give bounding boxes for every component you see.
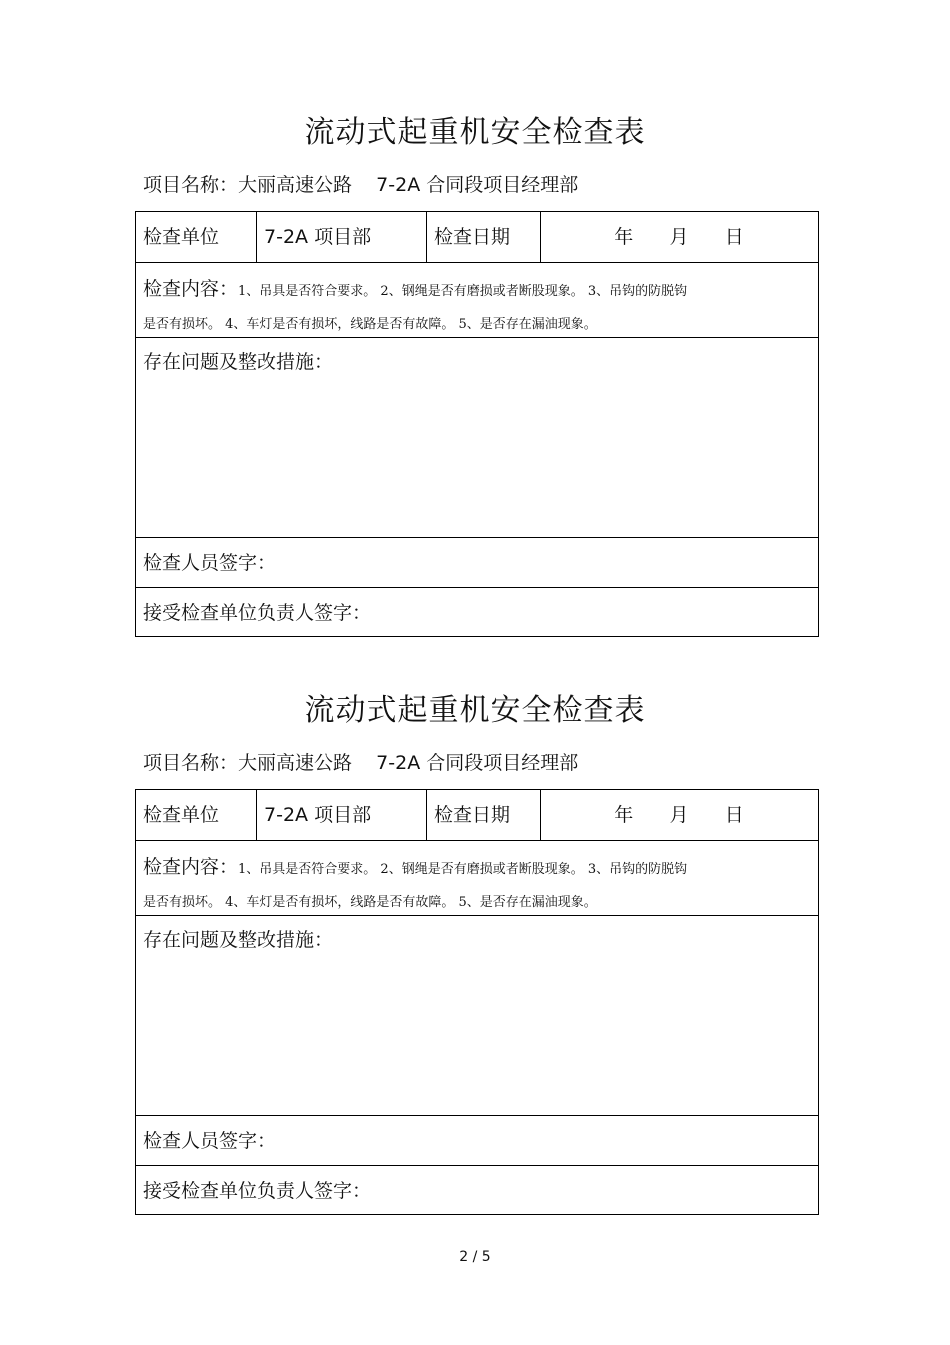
unit-label: 检查单位 — [143, 226, 220, 248]
row-divider — [136, 1165, 818, 1166]
column-divider — [256, 790, 257, 840]
row-divider — [136, 337, 818, 338]
inspector-signature-label: 检查人员签字： — [143, 1130, 277, 1152]
row-divider — [136, 1115, 818, 1116]
unit-label: 检查单位 — [143, 804, 220, 826]
page-number: 2 / 5 — [459, 1249, 491, 1265]
issues-label: 存在问题及整改措施： — [143, 929, 334, 951]
receiver-signature-label: 接受检查单位负责人签字： — [143, 602, 372, 624]
content-items-line2: 是否有损坏。 4、车灯是否有损坏，线路是否有故障。 5、是否存在漏油现象。 — [143, 317, 597, 332]
date-value: 年 月 日 — [614, 804, 744, 826]
inspection-table — [135, 211, 819, 637]
content-items-line1: 1、吊具是否符合要求。 2、钢绳是否有磨损或者断股现象。 3、吊钩的防脱钩 — [238, 284, 688, 299]
project-name: 项目名称：大丽高速公路 7-2A 合同段项目经理部 — [143, 752, 579, 774]
content-items-line2: 是否有损坏。 4、车灯是否有损坏，线路是否有故障。 5、是否存在漏油现象。 — [143, 895, 597, 910]
receiver-signature-label: 接受检查单位负责人签字： — [143, 1180, 372, 1202]
unit-value: 7-2A 项目部 — [264, 226, 372, 248]
content-label: 检查内容： — [143, 278, 239, 300]
column-divider — [426, 212, 427, 262]
project-name: 项目名称：大丽高速公路 7-2A 合同段项目经理部 — [143, 174, 579, 196]
form-title: 流动式起重机安全检查表 — [304, 115, 646, 150]
row-divider — [136, 537, 818, 538]
date-value: 年 月 日 — [614, 226, 744, 248]
row-divider — [136, 262, 818, 263]
form-title: 流动式起重机安全检查表 — [304, 693, 646, 728]
column-divider — [426, 790, 427, 840]
content-label: 检查内容： — [143, 856, 239, 878]
date-label: 检查日期 — [434, 226, 511, 248]
inspector-signature-label: 检查人员签字： — [143, 552, 277, 574]
row-divider — [136, 915, 818, 916]
inspection-table — [135, 789, 819, 1215]
unit-value: 7-2A 项目部 — [264, 804, 372, 826]
row-divider — [136, 840, 818, 841]
date-label: 检查日期 — [434, 804, 511, 826]
content-row — [143, 274, 687, 301]
column-divider — [256, 212, 257, 262]
row-divider — [136, 587, 818, 588]
content-items-line1: 1、吊具是否符合要求。 2、钢绳是否有磨损或者断股现象。 3、吊钩的防脱钩 — [238, 862, 688, 877]
issues-label: 存在问题及整改措施： — [143, 351, 334, 373]
content-row — [143, 852, 687, 879]
